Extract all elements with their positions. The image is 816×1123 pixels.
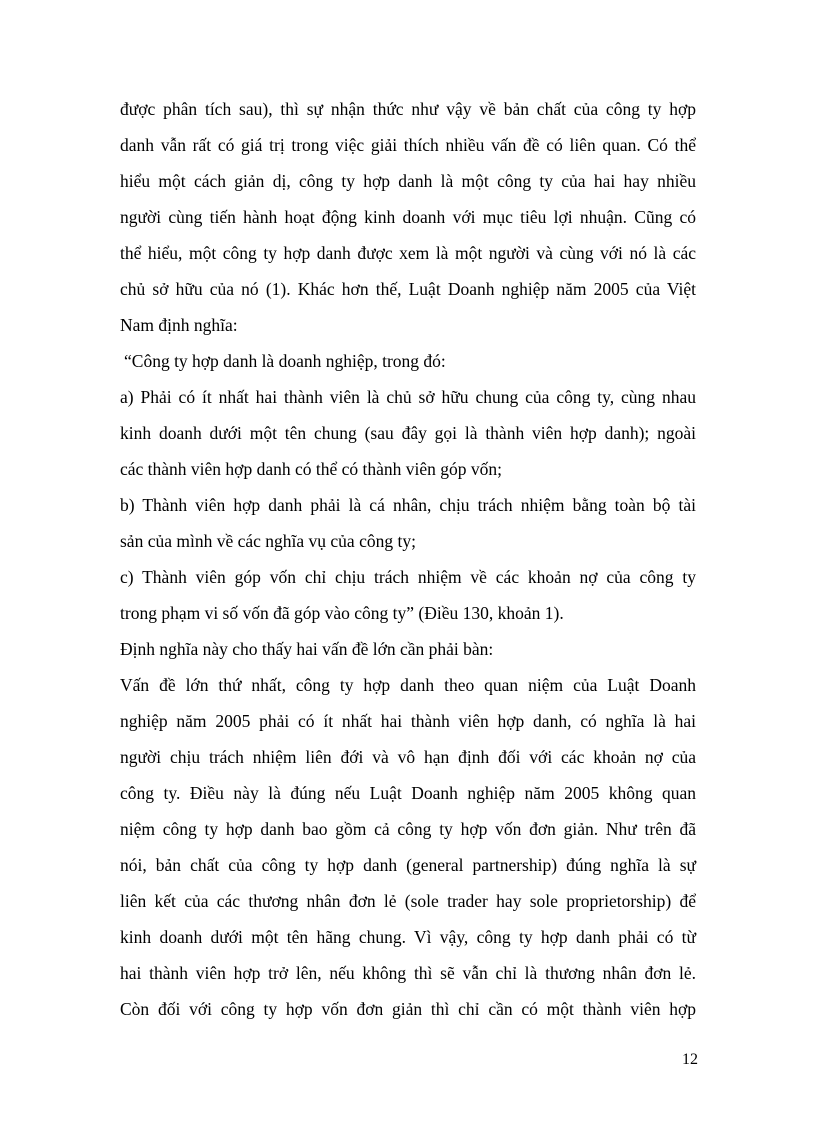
text-line: Còn đối với công ty hợp vốn đơn giản thì chỉ cần có một thành viên hợp <box>120 999 696 1019</box>
list-item-a-line: a) Phải có ít nhất hai thành viên là chủ sở hữu chung của công ty, cùng nhau <box>120 387 696 407</box>
text-line: Định nghĩa này cho thấy hai vấn đề lớn cần phải bàn: <box>120 639 494 659</box>
document-body <box>120 91 696 1027</box>
text-line: danh vẫn rất có giá trị trong việc giải thích nhiều vấn đề có liên quan. Có thể <box>120 135 696 155</box>
list-item-b-line: b) Thành viên hợp danh phải là cá nhân, chịu trách nhiệm bằng toàn bộ tài <box>120 495 696 515</box>
text-line: chủ sở hữu của nó (1). Khác hơn thế, Luật Doanh nghiệp năm 2005 của Việt <box>120 279 696 299</box>
text-line: liên kết của các thương nhân đơn lẻ (sole trader hay sole proprietorship) để <box>120 891 696 911</box>
text-line: hai thành viên hợp trở lên, nếu không thì sẽ vẫn chỉ là thương nhân đơn lẻ. <box>120 963 696 983</box>
text-line: Nam định nghĩa: <box>120 315 238 335</box>
list-item-b-line: sản của mình về các nghĩa vụ của công ty; <box>120 531 416 551</box>
text-line: thể hiểu, một công ty hợp danh được xem là một người và cùng với nó là các <box>120 243 696 263</box>
list-item-c-line: trong phạm vi số vốn đã góp vào công ty” (Điều 130, khoản 1). <box>120 603 564 623</box>
list-item-a-line: các thành viên hợp danh có thể có thành viên góp vốn; <box>120 459 502 479</box>
text-line: niệm công ty hợp danh bao gồm cả công ty hợp vốn đơn giản. Như trên đã <box>120 819 696 839</box>
text-line: người chịu trách nhiệm liên đới và vô hạn định đối với các khoản nợ của <box>120 747 696 767</box>
text-line: người cùng tiến hành hoạt động kinh doanh với mục tiêu lợi nhuận. Cũng có <box>120 207 696 227</box>
text-line: công ty. Điều này là đúng nếu Luật Doanh nghiệp năm 2005 không quan <box>120 783 696 803</box>
text-line: nói, bản chất của công ty hợp danh (general partnership) đúng nghĩa là sự <box>120 855 696 875</box>
text-line: nghiệp năm 2005 phải có ít nhất hai thành viên hợp danh, có nghĩa là hai <box>120 711 696 731</box>
text-line: Vấn đề lớn thứ nhất, công ty hợp danh theo quan niệm của Luật Doanh <box>120 675 696 695</box>
list-item-a-line: kinh doanh dưới một tên chung (sau đây gọi là thành viên hợp danh); ngoài <box>120 423 696 443</box>
text-line: hiểu một cách giản dị, công ty hợp danh là một công ty của hai hay nhiều <box>120 171 696 191</box>
text-line: kinh doanh dưới một tên hãng chung. Vì vậy, công ty hợp danh phải có từ <box>120 927 696 947</box>
page-number: 12 <box>682 1051 698 1068</box>
text-line: được phân tích sau), thì sự nhận thức như vậy về bản chất của công ty hợp <box>120 99 696 119</box>
quote-intro-line: “Công ty hợp danh là doanh nghiệp, trong đó: <box>124 351 446 371</box>
list-item-c-line: c) Thành viên góp vốn chỉ chịu trách nhiệm về các khoản nợ của công ty <box>120 567 696 587</box>
